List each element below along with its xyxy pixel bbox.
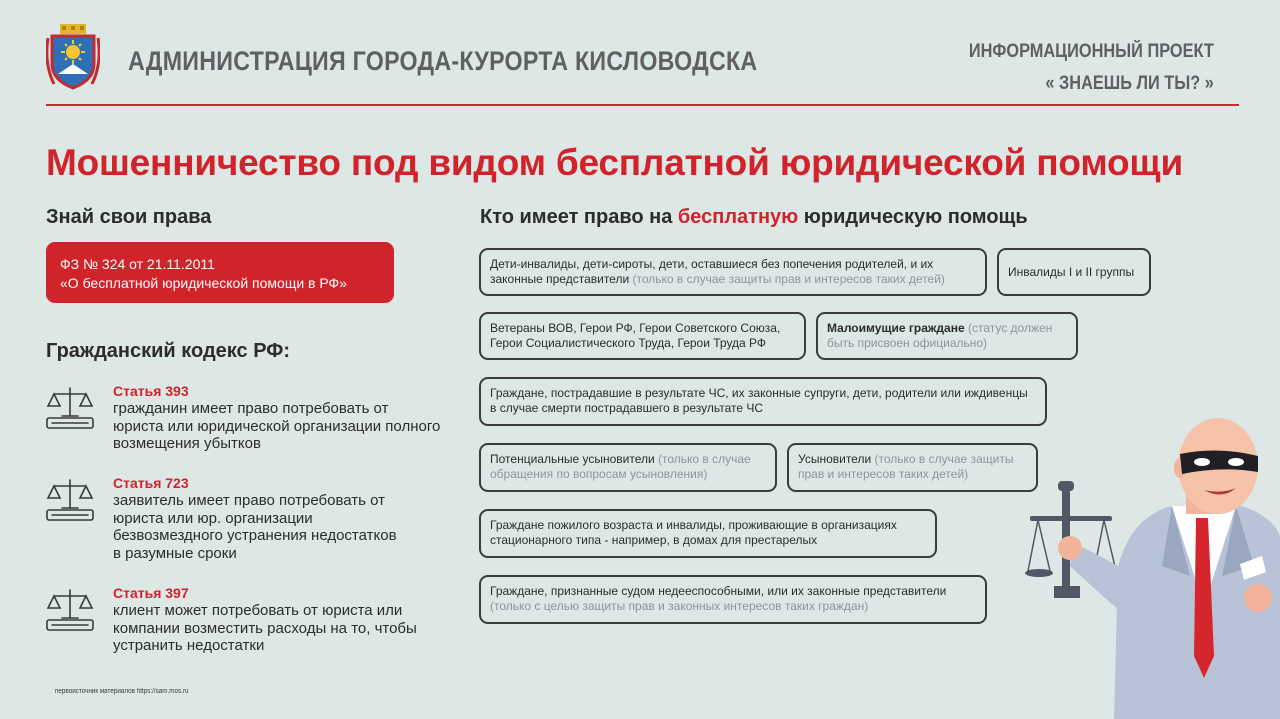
article-text: клиент может потребовать от юриста или компании возместить расходы на то, чтобы устранить недостатки: [113, 602, 417, 654]
eligibility-heading: [480, 206, 1028, 229]
article-item: [46, 584, 446, 664]
law-line-2: «О бесплатной юридической помощи в РФ»: [60, 275, 347, 291]
card-note: (только с целью защиты прав и законных интересов таких граждан): [490, 599, 869, 613]
article-text: гражданин имеет право потребовать от юриста или юридической организации полного возмещения убытков: [113, 400, 441, 452]
card-note: (статус должен быть присвоен официально): [827, 321, 1053, 350]
card-main: Инвалиды I и II группы: [1008, 265, 1135, 279]
project-line-1: ИНФОРМАЦИОННЫЙ ПРОЕКТ: [969, 41, 1214, 62]
scales-book-icon: [46, 588, 94, 632]
project-badge: [969, 36, 1214, 100]
article-item: [46, 382, 446, 462]
eligibility-card: [816, 312, 1078, 360]
project-line-2: « ЗНАЕШЬ ЛИ ТЫ? »: [1045, 73, 1214, 94]
article-number: Статья 723: [113, 475, 189, 491]
card-main: Усыновители: [798, 452, 872, 466]
card-main: Граждане, признанные судом недееспособными, или их законные представители: [490, 584, 947, 598]
card-main: Потенциальные усыновители: [490, 452, 655, 466]
card-main: Дети-инвалиды, дети-сироты, дети, оставшиеся без попечения родителей, и их законные представители: [490, 257, 934, 286]
scales-book-icon: [46, 386, 94, 430]
heading-part: Кто имеет право на: [480, 206, 678, 228]
eligibility-card: [997, 248, 1151, 296]
eligibility-card: [479, 443, 777, 492]
eligibility-card: [479, 509, 937, 558]
card-main: Граждане пожилого возраста и инвалиды, проживающие в организациях стационарного типа - например, в домах для престарелых: [490, 518, 897, 547]
organization-name: АДМИНИСТРАЦИЯ ГОРОДА-КУРОРТА КИСЛОВОДСКА: [128, 46, 758, 76]
lawyer-illustration: [1022, 416, 1280, 719]
card-note: (только в случае защиты прав и интересов таких детей): [798, 452, 1014, 481]
article-number: Статья 393: [113, 383, 189, 399]
article-text: заявитель имеет право потребовать от юриста или юр. организации безвозмездного устранения недостатков в разумные сроки: [113, 492, 397, 562]
heading-part: юридическую помощь: [798, 206, 1028, 228]
eligibility-card: [479, 377, 1047, 426]
scales-book-icon: [46, 478, 94, 522]
eligibility-card: [787, 443, 1038, 492]
page-title: Мошенничество под видом бесплатной юридической помощи: [46, 142, 1183, 183]
eligibility-card: [479, 312, 806, 360]
article-item: [46, 474, 446, 570]
law-badge: [46, 242, 394, 303]
card-note: (только в случае защиты прав и интересов таких детей): [629, 272, 945, 286]
eligibility-card: [479, 575, 987, 624]
card-note: (только в случае обращения по вопросам усыновления): [490, 452, 751, 481]
card-main: Ветераны ВОВ, Герои РФ, Герои Советского Союза, Герои Социалистического Труда, Герои Труда РФ: [490, 321, 781, 350]
card-main: Малоимущие граждане: [827, 321, 965, 335]
civil-code-heading: Гражданский кодекс РФ:: [46, 340, 291, 362]
eligibility-card: [479, 248, 987, 296]
source-note: первоисточник материалов https://sam.mos.ru: [55, 688, 189, 695]
rights-heading: Знай свои права: [46, 206, 212, 228]
article-number: Статья 397: [113, 585, 189, 601]
coat-of-arms-icon: [46, 24, 100, 92]
heading-highlight: бесплатную: [677, 206, 799, 228]
header-divider: [46, 104, 1239, 106]
card-main: Граждане, пострадавшие в результате ЧС, их законные супруги, дети, родители или иждивенцы в случае смерти пострадавшего в результате ЧС: [490, 386, 1028, 415]
law-line-1: ФЗ № 324 от 21.11.2011: [60, 256, 215, 272]
